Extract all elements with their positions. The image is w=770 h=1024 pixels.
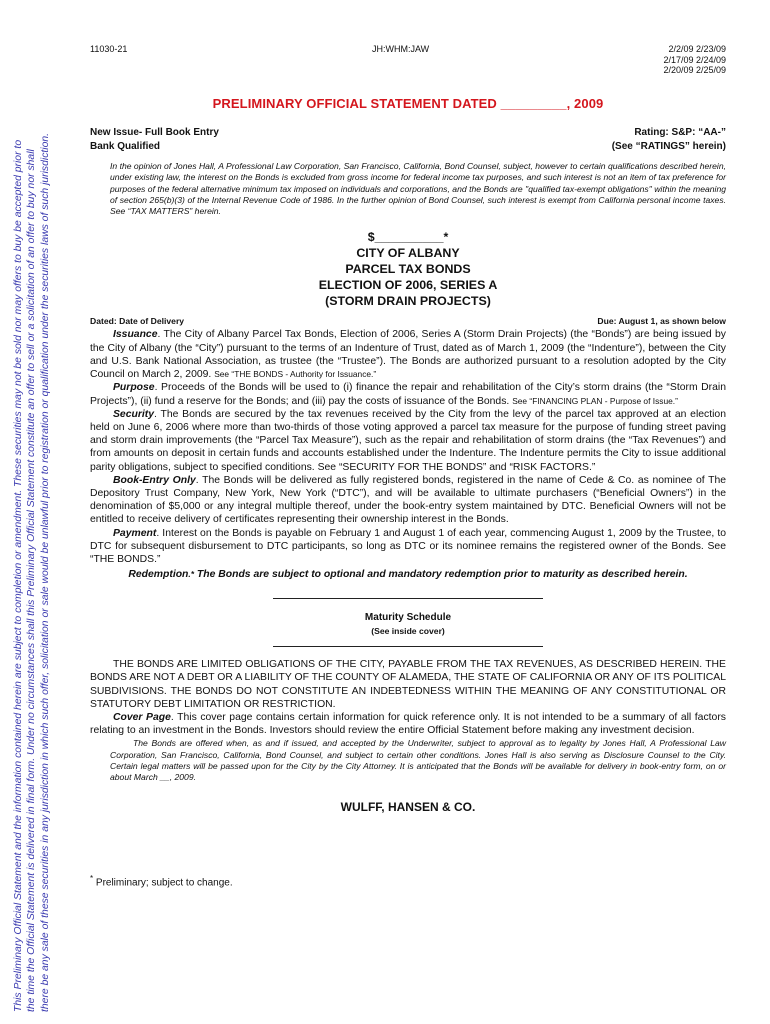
bank-qualified-label: Bank Qualified [90, 141, 161, 152]
footnote-mark: * [90, 873, 94, 883]
payment-text: . Interest on the Bonds is payable on February 1 and August 1 of each year, commencing August 1, 2009 by the Trustee, to DTC for subsequent disbursement to DTC participants, so long as DTC or its nominee remains the registered owner of the Bonds. See “THE BONDS.” [90, 527, 726, 565]
maturity-schedule-box [90, 598, 726, 647]
footnote-text: Preliminary; subject to change. [93, 876, 233, 888]
author-initials: JH:WHM:JAW [372, 44, 430, 54]
principal-amount: $__________* [367, 230, 449, 245]
redemption-footnote-mark: .* [188, 569, 194, 580]
bond-series: ELECTION OF 2006, SERIES A [318, 278, 498, 293]
cover-page-text: . This cover page contains certain information for quick reference only. It is not intended to be a summary of all factors relating to an investment in the Bonds. Investors should review the entire Official Statement before making any investment decision. [90, 711, 726, 737]
book-entry-heading: Book-Entry Only [113, 474, 196, 486]
maturity-schedule-subtitle: (See inside cover) [371, 626, 445, 637]
bond-title-block [90, 229, 726, 309]
book-entry-text: . The Bonds will be delivered as fully registered bonds, registered in the name of Cede & Co. as nominee of The Depository Trust Company, New York, New York (“DTC”), and will be available to ultimate purchasers (“Beneficial Owners”) in the denomination of $5,000 or any integral multiple thereof, under the book-entry system maintained by DTC. Beneficial Owners will not be entitled to receive delivery of certificates representing their ownership interest in the Bonds. [90, 474, 726, 526]
issuance-heading: Issuance [113, 329, 158, 341]
purpose-heading: Purpose [113, 382, 155, 394]
red-herring-legend [0, 0, 90, 1024]
underwriter-name: WULFF, HANSEN & CO. [340, 799, 476, 814]
payment-paragraph [90, 527, 726, 567]
offering-paragraph: The Bonds are offered when, as and if issued, and accepted by the Underwriter, subject to approval as to legality by Jones Hall, A Professional Law Corporation, San Francisco, California, Bond Counsel, and subject to certain other conditions. Jones Hall is also serving as Disclosure Counsel to the City. Certain legal matters will be passed upon for the City by the City Attorney. It is anticipated that the Bonds will be available for delivery in book-entry form, on or about March __, 2009. [110, 738, 726, 783]
redemption-paragraph [90, 567, 726, 582]
issuance-reference: See “THE BONDS - Authority for Issuance.” [214, 369, 377, 380]
cover-page-heading: Cover Page [113, 711, 171, 723]
security-text: . The Bonds are secured by the tax revenues received by the City from the levy of the parcel tax approved at an election held on June 6, 2006 where more than two-thirds of those voting approved a parcel tax measure for the purpose of funding street paving and storm drain improvements (the “Parcel Tax Measure”), such as the repair and rehabilitation of storm drains (the “Tax Revenues”) and from amounts on deposit in certain funds and accounts established under the Indenture. The Indenture permits the City to issue additional parity obligations, subject to specified conditions. See “SECURITY FOR THE BONDS” and “RISK FACTORS.” [90, 408, 726, 473]
new-issue-label: New Issue- Full Book Entry [90, 127, 219, 138]
revision-date-line: 2/20/09 2/25/09 [663, 65, 726, 76]
purpose-paragraph [90, 381, 726, 407]
limited-obligations-paragraph: THE BONDS ARE LIMITED OBLIGATIONS OF THE CITY, PAYABLE FROM THE TAX REVENUES, AS DESCRIBED HEREIN. THE BONDS ARE NOT A DEBT OR A LIABILITY OF THE COUNTY OF ALAMEDA, THE STATE OF CALIFORNIA OR ANY OF ITS POLITICAL SUBDIVISIONS. THE BONDS DO NOT CONSTITUTE AN INDEBTEDNESS WITHIN THE MEANING OF ANY CONSTITUTIONAL OR STATUTORY DEBT LIMITATION OR RESTRICTION. [90, 659, 726, 710]
redemption-heading: Redemption [128, 569, 189, 581]
issue-info [90, 126, 726, 154]
dated-due-row [90, 316, 726, 328]
preliminary-title: PRELIMINARY OFFICIAL STATEMENT DATED _________, 2009 [212, 96, 604, 111]
issuer-name: CITY OF ALBANY [356, 246, 460, 261]
issuance-text: . The City of Albany Parcel Tax Bonds, Election of 2006, Series A (Storm Drain Projects) (the “Bonds”) are being issued by the City of Albany (the “City”) pursuant to the terms of an Indenture of Trust, dated as of March 1, 2009 (the “Indenture”), between the City and U.S. Bank National Association, as trustee (the “Trustee”). The Bonds are authorized pursuant to a resolution adopted by the City Council on March 2, 2009. [90, 329, 726, 381]
issuance-paragraph [90, 328, 726, 381]
maturity-bottom-rule [273, 646, 543, 647]
red-herring-line-2: the time the Official Statement is delivered in final form. Under no circumstances shall this Preliminary Official Statement constitute an offer to sell or a solicitation of an offer to buy nor shall [26, 149, 38, 1012]
see-ratings-label: (See “RATINGS” herein) [611, 141, 726, 152]
bond-counsel-opinion: In the opinion of Jones Hall, A Professional Law Corporation, San Francisco, California, Bond Counsel, subject, however to certain qualifications described herein, under existing law, the interest on the Bonds is excluded from gross income for federal income tax purposes, and such interest is not an item of tax preference for purposes of the federal alternative minimum tax imposed on individuals and corporations, and the Bonds are "qualified tax-exempt obligations" within the meaning of section 265(b)(3) of the Internal Revenue Code of 1986. In the further opinion of Bond Counsel, such interest is exempt from California personal income taxes. See “TAX MATTERS” herein. [110, 161, 726, 217]
security-paragraph [90, 408, 726, 474]
revision-dates [663, 44, 726, 76]
revision-date-line: 2/17/09 2/24/09 [663, 54, 726, 65]
document-header [90, 44, 726, 84]
security-heading: Security [113, 408, 155, 420]
maturity-top-rule [273, 598, 543, 599]
cover-page-paragraph [90, 711, 726, 737]
revision-date-line: 2/2/09 2/23/09 [668, 44, 726, 54]
document-body [90, 44, 726, 888]
payment-heading: Payment [113, 527, 157, 539]
bond-project: (STORM DRAIN PROJECTS) [325, 294, 491, 309]
maturity-schedule-title: Maturity Schedule [364, 612, 452, 624]
bond-name: PARCEL TAX BONDS [345, 262, 471, 277]
dated-label: Dated: Date of Delivery [90, 316, 185, 327]
purpose-text: . Proceeds of the Bonds will be used to (i) finance the repair and rehabilitation of the City’s storm drains (the “Storm Drain Projects”), (ii) fund a reserve for the Bonds; and (iii) pay the costs of issuance of the Bonds. [90, 382, 726, 407]
rating-label: Rating: S&P: “AA-” [634, 127, 726, 138]
book-entry-paragraph [90, 474, 726, 527]
doc-number: 11030-21 [90, 44, 128, 54]
due-label: Due: August 1, as shown below [597, 316, 726, 327]
purpose-reference: See “FINANCING PLAN - Purpose of Issue.” [512, 395, 678, 406]
redemption-text: The Bonds are subject to optional and mandatory redemption prior to maturity as described herein. [194, 569, 688, 581]
red-herring-line-3: there be any sale of these securities in any jurisdiction in which such offer, solicitation or sale would be unlawful prior to registration or qualification under the securities laws of such jurisdiction. [39, 132, 51, 1012]
red-herring-line-1: This Preliminary Official Statement and the information contained herein are subject to completion or amendment. These securities may not be sold nor may offers to buy be accepted prior to [13, 139, 24, 1012]
footnote [90, 874, 726, 888]
